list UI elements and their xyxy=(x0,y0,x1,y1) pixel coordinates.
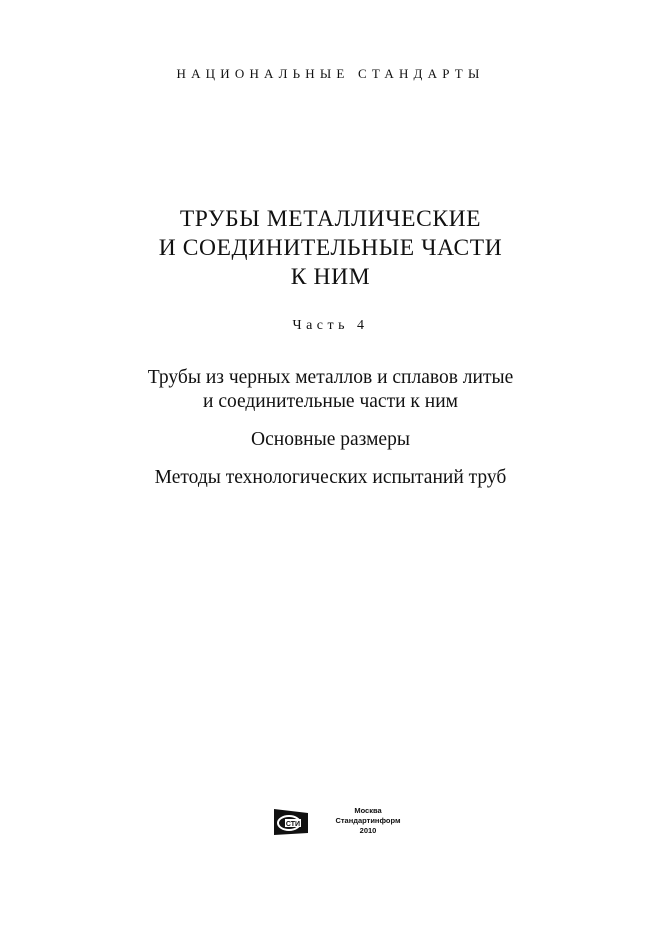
title-line: И СОЕДИНИТЕЛЬНЫЕ ЧАСТИ xyxy=(158,235,503,261)
publisher-name: Стандартинформ xyxy=(335,816,401,825)
title-line: ТРУБЫ МЕТАЛЛИЧЕСКИЕ xyxy=(179,206,482,232)
part-label: Часть 4 xyxy=(292,318,369,333)
publisher-city: Москва xyxy=(354,806,382,815)
document-title xyxy=(0,205,661,292)
series-label: НАЦИОНАЛЬНЫЕ СТАНДАРТЫ xyxy=(176,66,485,81)
publication-year: 2010 xyxy=(359,826,377,835)
publisher-logo-icon xyxy=(273,807,309,837)
publisher-info xyxy=(318,806,418,836)
subtitle xyxy=(0,366,661,414)
subtitle-dimensions: Основные размеры xyxy=(251,429,410,450)
subtitle-methods: Методы технологических испытаний труб xyxy=(154,467,507,488)
title-line: К НИМ xyxy=(290,264,371,290)
subtitle-line: и соединительные части к ним xyxy=(203,391,458,412)
subtitle-line: Трубы из черных металлов и сплавов литые xyxy=(147,367,514,388)
svg-text:СТИ: СТИ xyxy=(285,821,301,828)
